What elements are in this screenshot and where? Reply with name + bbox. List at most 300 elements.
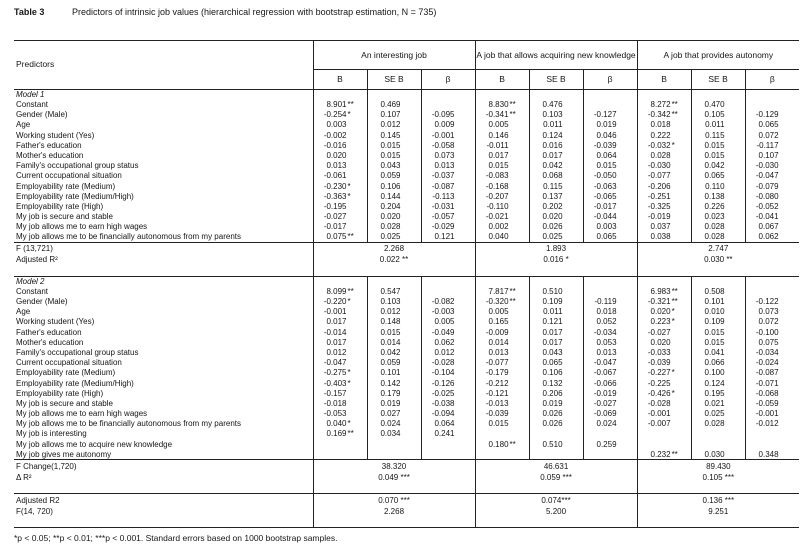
- value-number: -0.001: [755, 409, 779, 419]
- value-number: 0.065: [758, 120, 779, 130]
- significance-stars: [617, 419, 637, 429]
- value-cell: [475, 450, 529, 460]
- value-cell: [745, 378, 799, 388]
- value-cell: [637, 90, 691, 100]
- value-number: 0.062: [758, 232, 779, 242]
- value-cell: [313, 276, 367, 286]
- value-cell: [367, 171, 421, 181]
- value-number: 0.010: [704, 307, 725, 317]
- value-cell: [691, 399, 745, 409]
- value-cell: [745, 388, 799, 398]
- value-number: 0.124: [704, 378, 725, 388]
- value-number: -0.039: [485, 409, 509, 419]
- value-cell: [637, 399, 691, 409]
- value-cell: [691, 171, 745, 181]
- predictor-row: [14, 100, 799, 110]
- column-header-beta: β: [745, 70, 799, 90]
- value-number: 0.066: [704, 358, 725, 368]
- value-cell: [637, 161, 691, 171]
- value-cell: [421, 130, 475, 140]
- value-cell: [637, 120, 691, 130]
- value-number: -0.126: [431, 378, 455, 388]
- value-number: 0.012: [380, 120, 401, 130]
- significance-stars: [455, 202, 475, 212]
- stat-value-cell: 0.022 **: [313, 255, 475, 276]
- value-cell: [529, 202, 583, 212]
- significance-stars: [563, 110, 583, 120]
- significance-stars: [401, 429, 421, 439]
- value-cell: [583, 140, 637, 150]
- value-number: -0.212: [485, 378, 509, 388]
- footnote: *p < 0.05; **p < 0.01; ***p < 0.001. Standard errors based on 1000 bootstrap samples.: [14, 533, 338, 543]
- significance-stars: [509, 222, 529, 232]
- predictor-cell: Mother's education: [16, 337, 84, 347]
- significance-stars: [671, 182, 691, 192]
- significance-stars: [563, 131, 583, 141]
- value-cell: [313, 297, 367, 307]
- column-header-seb: SE B: [367, 70, 421, 90]
- significance-stars: [455, 297, 475, 307]
- value-cell: [421, 337, 475, 347]
- significance-stars: [563, 222, 583, 232]
- predictor-row: [14, 212, 799, 222]
- value-number: -0.207: [485, 191, 509, 201]
- significance-stars: [401, 141, 421, 151]
- value-cell: [313, 161, 367, 171]
- value-cell: [313, 120, 367, 130]
- significance-stars: [509, 120, 529, 130]
- value-cell: [745, 297, 799, 307]
- value-number: 0.002: [488, 222, 509, 232]
- significance-stars: [725, 110, 745, 120]
- value-number: 0.015: [380, 140, 401, 150]
- value-cell: [637, 368, 691, 378]
- value-cell: [583, 110, 637, 120]
- stat-label-cell: Δ R²: [14, 473, 313, 494]
- value-number: 0.027: [380, 409, 401, 419]
- significance-stars: [617, 399, 637, 409]
- significance-stars: [617, 212, 637, 222]
- significance-stars: [671, 409, 691, 419]
- value-number: 0.470: [704, 100, 725, 110]
- value-cell: [745, 191, 799, 201]
- predictor-row: [14, 348, 799, 358]
- predictor-row: [14, 222, 799, 232]
- value-cell: [529, 297, 583, 307]
- value-number: -0.227: [647, 368, 671, 378]
- value-cell: [583, 388, 637, 398]
- value-cell: [367, 388, 421, 398]
- value-number: 0.014: [380, 337, 401, 347]
- significance-stars: **: [509, 297, 516, 307]
- value-number: 0.040: [488, 232, 509, 242]
- significance-stars: [671, 379, 691, 389]
- value-number: 0.476: [542, 100, 563, 110]
- column-header-b: B: [313, 70, 367, 90]
- value-cell: [313, 348, 367, 358]
- significance-stars: [617, 317, 637, 327]
- value-cell: [367, 130, 421, 140]
- value-number: 8.830: [488, 100, 509, 110]
- predictor-cell: Constant: [16, 286, 49, 296]
- value-number: -0.179: [485, 368, 509, 378]
- significance-stars: **: [347, 232, 354, 242]
- significance-stars: [725, 120, 745, 130]
- significance-stars: [779, 202, 800, 212]
- value-number: -0.320: [485, 297, 509, 307]
- model-label: Model 2: [16, 276, 45, 286]
- value-cell: [313, 140, 367, 150]
- value-number: -0.002: [323, 130, 347, 140]
- value-number: 0.101: [380, 368, 401, 378]
- value-cell: [475, 161, 529, 171]
- value-cell: [529, 110, 583, 120]
- value-cell: [421, 191, 475, 201]
- significance-stars: [455, 212, 475, 222]
- column-header-b: B: [637, 70, 691, 90]
- value-cell: [529, 348, 583, 358]
- value-cell: [745, 212, 799, 222]
- value-number: 0.037: [650, 222, 671, 232]
- value-number: 0.107: [758, 150, 779, 160]
- stat-value-cell: 0.136 ***: [637, 494, 799, 507]
- value-cell: [421, 181, 475, 191]
- stat-value-cell: 0.016 *: [475, 255, 637, 276]
- value-number: 0.015: [488, 419, 509, 429]
- value-number: 0.024: [380, 419, 401, 429]
- value-cell: [637, 130, 691, 140]
- value-cell: [529, 378, 583, 388]
- significance-stars: [455, 409, 475, 419]
- stat-value-cell: 1.893: [475, 242, 637, 255]
- value-cell: [367, 399, 421, 409]
- value-number: -0.127: [593, 110, 617, 120]
- value-number: 8.099: [326, 286, 347, 296]
- predictor-row: [14, 429, 799, 439]
- value-cell: [529, 222, 583, 232]
- value-number: 0.011: [705, 120, 725, 130]
- value-cell: [745, 287, 799, 297]
- value-number: 0.223: [650, 317, 671, 327]
- significance-stars: [725, 338, 745, 348]
- significance-stars: [617, 338, 637, 348]
- value-cell: [691, 378, 745, 388]
- significance-stars: [509, 171, 529, 181]
- value-number: -0.426: [647, 388, 671, 398]
- value-number: -0.342: [647, 110, 671, 120]
- value-number: 0.348: [758, 449, 779, 459]
- value-cell: [745, 348, 799, 358]
- value-cell: [691, 120, 745, 130]
- significance-stars: [671, 171, 691, 181]
- significance-stars: [725, 232, 745, 242]
- value-cell: [313, 307, 367, 317]
- stat-value-cell: 38.320: [313, 460, 475, 473]
- predictor-row: [14, 110, 799, 120]
- value-cell: [475, 181, 529, 191]
- value-cell: [745, 399, 799, 409]
- predictor-cell: Age: [16, 120, 31, 130]
- significance-stars: [725, 317, 745, 327]
- value-cell: [583, 450, 637, 460]
- value-number: 0.030: [704, 449, 725, 459]
- significance-stars: [779, 151, 800, 161]
- significance-stars: [779, 307, 800, 317]
- significance-stars: [617, 328, 637, 338]
- significance-stars: [347, 409, 367, 419]
- value-cell: [313, 212, 367, 222]
- value-number: -0.028: [647, 398, 671, 408]
- significance-stars: [617, 192, 637, 202]
- value-cell: [583, 100, 637, 110]
- significance-stars: [455, 182, 475, 192]
- value-cell: [313, 378, 367, 388]
- value-number: -0.057: [431, 212, 455, 222]
- significance-stars: [401, 120, 421, 130]
- value-number: 0.206: [542, 388, 563, 398]
- value-number: 0.202: [542, 201, 563, 211]
- value-cell: [313, 419, 367, 429]
- value-number: 0.020: [650, 307, 671, 317]
- value-number: 0.040: [326, 419, 347, 429]
- significance-stars: [509, 317, 529, 327]
- group-header-autonomy: A job that provides autonomy: [637, 41, 799, 70]
- value-cell: [583, 222, 637, 232]
- value-cell: [745, 120, 799, 130]
- value-number: 0.115: [705, 130, 725, 140]
- value-number: 0.062: [434, 337, 455, 347]
- value-number: 0.005: [434, 317, 455, 327]
- value-number: -0.011: [486, 140, 509, 150]
- value-cell: [691, 348, 745, 358]
- value-number: 0.068: [542, 171, 563, 181]
- value-cell: [529, 368, 583, 378]
- value-cell: [421, 307, 475, 317]
- significance-stars: [509, 379, 529, 389]
- significance-stars: [347, 358, 367, 368]
- value-cell: [583, 399, 637, 409]
- value-cell: [691, 130, 745, 140]
- significance-stars: [779, 120, 800, 130]
- value-number: 0.042: [380, 347, 401, 357]
- value-cell: [313, 181, 367, 191]
- value-cell: [421, 232, 475, 242]
- value-cell: [367, 191, 421, 201]
- significance-stars: [725, 151, 745, 161]
- value-cell: [367, 232, 421, 242]
- predictor-row: [14, 171, 799, 181]
- group-header-new-knowledge: A job that allows acquiring new knowledge: [475, 41, 637, 70]
- value-number: 0.020: [326, 150, 347, 160]
- significance-stars: [563, 171, 583, 181]
- value-cell: [691, 368, 745, 378]
- predictor-row: [14, 202, 799, 212]
- group-header-row: [14, 41, 799, 70]
- significance-stars: [401, 399, 421, 409]
- value-cell: [583, 161, 637, 171]
- value-number: -0.321: [647, 297, 671, 307]
- value-cell: [367, 287, 421, 297]
- significance-stars: *: [671, 388, 675, 398]
- value-cell: [367, 378, 421, 388]
- predictor-row: [14, 450, 799, 460]
- value-cell: [367, 202, 421, 212]
- value-number: 0.028: [380, 222, 401, 232]
- value-cell: [529, 388, 583, 398]
- value-number: -0.095: [431, 110, 455, 120]
- value-cell: [745, 419, 799, 429]
- significance-stars: [563, 358, 583, 368]
- significance-stars: [725, 212, 745, 222]
- significance-stars: [779, 317, 800, 327]
- value-cell: [529, 191, 583, 201]
- value-number: -0.047: [755, 171, 779, 181]
- significance-stars: [509, 202, 529, 212]
- value-number: -0.251: [647, 191, 671, 201]
- value-cell: [637, 100, 691, 110]
- significance-stars: [563, 161, 583, 171]
- significance-stars: [455, 419, 475, 429]
- significance-stars: [455, 161, 475, 171]
- model-label: Model 1: [16, 90, 45, 100]
- value-number: 0.103: [542, 110, 563, 120]
- value-cell: [367, 327, 421, 337]
- value-cell: [313, 337, 367, 347]
- value-cell: [313, 222, 367, 232]
- value-number: 0.005: [488, 120, 509, 130]
- value-cell: [367, 100, 421, 110]
- value-number: 0.003: [596, 222, 617, 232]
- value-number: 0.138: [704, 191, 725, 201]
- value-cell: [637, 297, 691, 307]
- value-number: -0.033: [647, 347, 671, 357]
- column-header-beta: β: [421, 70, 475, 90]
- significance-stars: [347, 317, 367, 327]
- predictor-row: [14, 317, 799, 327]
- value-number: 0.073: [758, 307, 779, 317]
- significance-stars: [401, 202, 421, 212]
- significance-stars: [509, 348, 529, 358]
- value-number: 0.075: [758, 337, 779, 347]
- value-cell: [367, 337, 421, 347]
- significance-stars: [455, 358, 475, 368]
- value-number: 0.075: [326, 232, 347, 242]
- value-number: 0.013: [488, 347, 509, 357]
- significance-stars: [671, 348, 691, 358]
- significance-stars: [779, 192, 800, 202]
- value-number: 0.042: [704, 161, 725, 171]
- value-cell: [637, 307, 691, 317]
- value-number: 0.148: [380, 317, 401, 327]
- value-cell: [421, 276, 475, 286]
- value-number: -0.053: [323, 409, 347, 419]
- value-cell: [745, 90, 799, 100]
- table-title: [14, 7, 436, 18]
- value-cell: [313, 151, 367, 161]
- significance-stars: [455, 389, 475, 399]
- value-cell: [421, 100, 475, 110]
- significance-stars: [671, 358, 691, 368]
- value-cell: [421, 212, 475, 222]
- value-cell: [313, 327, 367, 337]
- value-cell: [313, 429, 367, 439]
- value-number: 0.547: [380, 286, 401, 296]
- value-number: 0.011: [543, 307, 563, 317]
- value-cell: [691, 151, 745, 161]
- predictor-cell: My job allows me to acquire new knowledge: [16, 439, 173, 449]
- significance-stars: [401, 110, 421, 120]
- value-number: -0.061: [323, 171, 347, 181]
- value-number: -0.157: [323, 388, 347, 398]
- significance-stars: [509, 399, 529, 409]
- significance-stars: [455, 232, 475, 242]
- value-number: -0.013: [485, 398, 509, 408]
- value-number: 0.142: [380, 378, 401, 388]
- significance-stars: [563, 120, 583, 130]
- value-cell: [637, 191, 691, 201]
- significance-stars: *: [347, 378, 351, 388]
- predictor-row: [14, 337, 799, 347]
- value-number: -0.049: [431, 327, 455, 337]
- value-number: 0.204: [380, 201, 401, 211]
- value-number: -0.012: [755, 419, 779, 429]
- value-number: 0.025: [542, 232, 563, 242]
- significance-stars: [617, 409, 637, 419]
- value-cell: [583, 337, 637, 347]
- value-cell: [529, 307, 583, 317]
- predictor-row: [14, 409, 799, 419]
- significance-stars: [401, 151, 421, 161]
- value-cell: [637, 222, 691, 232]
- significance-stars: [779, 368, 800, 378]
- value-cell: [745, 100, 799, 110]
- value-cell: [421, 110, 475, 120]
- significance-stars: [779, 389, 800, 399]
- value-number: -0.024: [755, 358, 779, 368]
- value-number: -0.077: [647, 171, 671, 181]
- value-cell: [637, 450, 691, 460]
- value-cell: [475, 171, 529, 181]
- significance-stars: [401, 419, 421, 429]
- value-number: 0.017: [542, 150, 563, 160]
- significance-stars: [455, 151, 475, 161]
- value-cell: [529, 171, 583, 181]
- value-number: -0.071: [755, 378, 779, 388]
- value-number: -0.195: [323, 201, 347, 211]
- value-cell: [475, 120, 529, 130]
- group-header-interesting-job: An interesting job: [313, 41, 475, 70]
- value-number: -0.206: [647, 181, 671, 191]
- significance-stars: [617, 131, 637, 141]
- significance-stars: [509, 328, 529, 338]
- value-number: 0.028: [704, 232, 725, 242]
- value-cell: [367, 222, 421, 232]
- significance-stars: *: [671, 368, 675, 378]
- value-cell: [691, 327, 745, 337]
- value-cell: [583, 202, 637, 212]
- value-cell: [421, 222, 475, 232]
- significance-stars: [671, 328, 691, 338]
- value-cell: [475, 130, 529, 140]
- stat-label-cell: Adjusted R²: [14, 255, 313, 276]
- value-cell: [367, 120, 421, 130]
- significance-stars: **: [671, 449, 678, 459]
- value-number: 0.015: [704, 327, 725, 337]
- model-label-row: [14, 276, 799, 286]
- predictor-cell: My job allows me to be financially autonomous from my parents: [16, 232, 241, 242]
- significance-stars: [563, 419, 583, 429]
- value-cell: [583, 378, 637, 388]
